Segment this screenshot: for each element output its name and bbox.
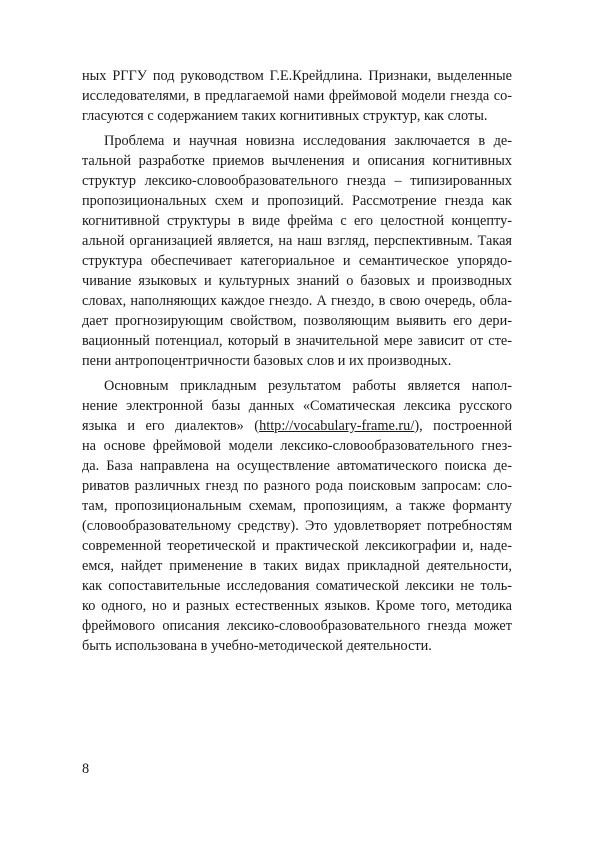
text-line: ко одного, но и разных естественных языков. Кроме того, методика — [82, 598, 512, 614]
text-line: емся, найдет применение в таких видах прикладной деятельности, — [82, 558, 512, 574]
text-line: быть использована в учебно-методической деятельности. — [82, 638, 432, 654]
text-fragment: языка и его диалектов» ( — [82, 418, 260, 434]
text-line: на основе фреймовой модели лексико-словообразовательного гнез- — [82, 438, 512, 454]
text-line: чивание языковых и культурных знаний о базовых и производных — [82, 273, 512, 289]
text-line: вационный потенциал, который в значительной мере зависит от сте- — [82, 333, 512, 349]
text-line: современной теоретической и практической лексикографии и, наде- — [82, 538, 512, 554]
text-line: тальной разработке приемов вычленения и описания когнитивных — [82, 153, 512, 169]
text-line: как сопоставительные исследования соматической лексики не толь- — [82, 578, 512, 594]
text-line: да. База направлена на осуществление автоматического поиска де- — [82, 458, 512, 474]
text-line: исследователями, в предлагаемой нами фреймовой модели гнезда со- — [82, 88, 512, 104]
text-line: гласуются с содержанием таких когнитивных структур, как слоты. — [82, 108, 488, 124]
body-text — [82, 66, 512, 656]
text-line: структура обеспечивает категориальное и семантическое упорядо- — [82, 253, 512, 269]
text-line: когнитивной структуры в виде фрейма с его целостной концепту- — [82, 213, 512, 229]
text-line: Проблема и научная новизна исследования заключается в де- — [104, 133, 512, 149]
text-line: структур лексико-словообразовательного гнезда – типизированных — [82, 173, 512, 189]
text-line: (словообразовательному средству). Это удовлетворяет потребностям — [82, 518, 512, 534]
paragraph-novelty — [82, 131, 512, 371]
text-fragment: ), построенной — [414, 418, 512, 434]
text-line: пропозициональных схем и пропозиций. Рассмотрение гнезда как — [82, 193, 512, 209]
text-line: риватов различных гнезд по разного рода поисковым запросам: сло- — [82, 478, 512, 494]
text-line-with-link — [82, 416, 512, 436]
text-line: дает прогнозирующим свойством, позволяющим выявить его дери- — [82, 313, 512, 329]
paragraph-continuation — [82, 66, 512, 126]
text-line: Основным прикладным результатом работы является напол- — [104, 378, 512, 394]
paragraph-result — [82, 376, 512, 656]
text-line: ных РГГУ под руководством Г.Е.Крейдлина. Признаки, выделенные — [82, 68, 512, 84]
text-line: пени антропоцентричности базовых слов и их производных. — [82, 353, 452, 369]
text-line: фреймового описания лексико-словообразовательного гнезда может — [82, 618, 512, 634]
page-number: 8 — [82, 761, 90, 777]
text-line: там, пропозициональным схемам, пропозициям, а также форманту — [82, 498, 512, 514]
text-line: нение электронной базы данных «Соматическая лексика русского — [82, 398, 512, 414]
vocabulary-frame-link[interactable]: http://vocabulary-frame.ru/ — [259, 418, 415, 434]
text-line: альной организацией является, на наш взгляд, перспективным. Такая — [82, 233, 512, 249]
text-line: словах, наполняющих каждое гнездо. А гнездо, в свою очередь, обла- — [82, 293, 512, 309]
